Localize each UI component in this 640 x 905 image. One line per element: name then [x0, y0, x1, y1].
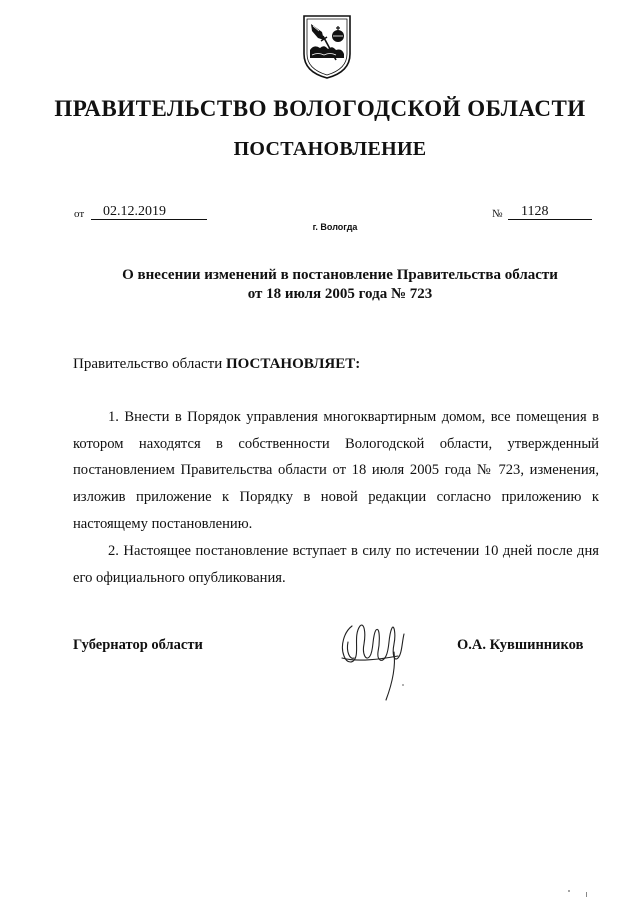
- government-title: ПРАВИТЕЛЬСТВО ВОЛОГОДСКОЙ ОБЛАСТИ: [54, 96, 586, 121]
- preamble-text: Правительство области: [73, 356, 226, 372]
- document-type: ПОСТАНОВЛЕНИЕ: [233, 138, 427, 160]
- signature-image: [336, 612, 414, 708]
- document-date: 02.12.2019: [103, 204, 166, 219]
- signatory-name: О.А. Кувшинников: [457, 637, 584, 653]
- subject-line-1: О внесении изменений в постановление Правительства области: [122, 267, 558, 283]
- city: г. Вологда: [312, 222, 358, 232]
- scan-speck: [402, 684, 404, 686]
- scan-speck: [586, 892, 587, 897]
- coat-of-arms-icon: [302, 14, 352, 80]
- document-number: 1128: [521, 204, 549, 219]
- scan-speck: [568, 890, 570, 892]
- signatory-title: Губернатор области: [73, 637, 203, 653]
- resolution-item-1: 1. Внести в Порядок управления многоквартирным домом, все помещения в котором находятся в собственности Вологодской области, утвержденный постановлением Правительства области от 18 июля 2005 года № 723, изменения, изложив приложение к Порядку в новой редакции согласно приложению к настоящему постановлению.: [73, 409, 599, 532]
- resolution-item-2: 2. Настоящее постановление вступает в силу по истечении 10 дней после дня его официального опубликования.: [73, 543, 599, 586]
- preamble: [73, 356, 360, 373]
- date-prefix: от: [74, 208, 85, 220]
- number-prefix: №: [492, 208, 503, 220]
- subject-line-2: от 18 июля 2005 года № 723: [247, 286, 433, 302]
- document-subject: [60, 266, 620, 304]
- preamble-emphasis: ПОСТАНОВЛЯЕТ:: [225, 356, 361, 372]
